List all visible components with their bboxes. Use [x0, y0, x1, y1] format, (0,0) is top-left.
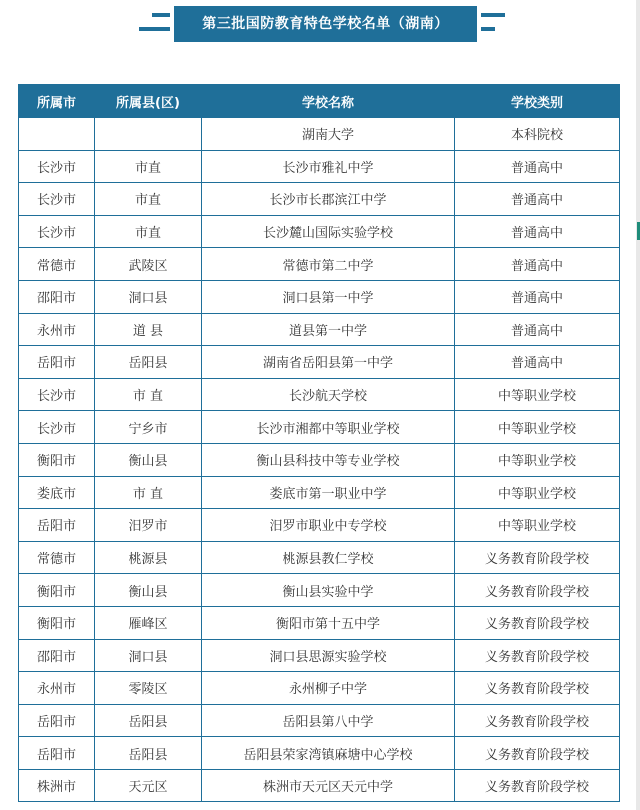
- table-row: [19, 411, 620, 444]
- cell-school-name: 岳阳县第八中学: [202, 704, 455, 737]
- cell-county: 岳阳县: [95, 737, 202, 770]
- cell-school-name: 湖南省岳阳县第一中学: [202, 346, 455, 379]
- cell-county: 桃源县: [95, 541, 202, 574]
- cell-city: 常德市: [19, 541, 95, 574]
- cell-school-type: 义务教育阶段学校: [455, 639, 620, 672]
- cell-school-name: 洞口县第一中学: [202, 280, 455, 313]
- table-header-row: [19, 85, 620, 118]
- cell-school-name: 娄底市第一职业中学: [202, 476, 455, 509]
- table-row: [19, 280, 620, 313]
- cell-school-type: 中等职业学校: [455, 476, 620, 509]
- cell-school-name: 衡山县科技中等专业学校: [202, 443, 455, 476]
- cell-school-type: 义务教育阶段学校: [455, 672, 620, 705]
- banner-decoration-left-bottom: [139, 27, 170, 31]
- table-row: [19, 150, 620, 183]
- page-scroll-edge: [636, 0, 640, 810]
- header-school-name: 学校名称: [202, 85, 455, 118]
- cell-county: 武陵区: [95, 248, 202, 281]
- cell-school-name: 长沙麓山国际实验学校: [202, 215, 455, 248]
- table-row: [19, 118, 620, 151]
- cell-school-name: 洞口县思源实验学校: [202, 639, 455, 672]
- cell-school-name: 长沙市湘都中等职业学校: [202, 411, 455, 444]
- header-school-type: 学校类别: [455, 85, 620, 118]
- cell-county: 道 县: [95, 313, 202, 346]
- table-row: [19, 704, 620, 737]
- cell-county: 零陵区: [95, 672, 202, 705]
- cell-school-name: 永州柳子中学: [202, 672, 455, 705]
- cell-city: 衡阳市: [19, 574, 95, 607]
- cell-school-name: 道县第一中学: [202, 313, 455, 346]
- table-row: [19, 639, 620, 672]
- cell-school-type: 中等职业学校: [455, 509, 620, 542]
- cell-city: 永州市: [19, 313, 95, 346]
- cell-school-type: 义务教育阶段学校: [455, 769, 620, 802]
- table-row: [19, 509, 620, 542]
- cell-county: 市 直: [95, 378, 202, 411]
- cell-school-name: 汨罗市职业中专学校: [202, 509, 455, 542]
- cell-county: 市直: [95, 215, 202, 248]
- cell-city: 娄底市: [19, 476, 95, 509]
- cell-county: [95, 118, 202, 151]
- banner-decoration-right-bottom: [481, 27, 495, 31]
- table-row: [19, 378, 620, 411]
- cell-school-name: 常德市第二中学: [202, 248, 455, 281]
- cell-school-type: 普通高中: [455, 248, 620, 281]
- cell-county: 洞口县: [95, 280, 202, 313]
- cell-school-name: 长沙市雅礼中学: [202, 150, 455, 183]
- table-header: [19, 85, 620, 118]
- cell-school-name: 岳阳县荣家湾镇麻塘中心学校: [202, 737, 455, 770]
- cell-city: 邵阳市: [19, 639, 95, 672]
- cell-city: 长沙市: [19, 411, 95, 444]
- header-city: 所属市: [19, 85, 95, 118]
- cell-county: 衡山县: [95, 443, 202, 476]
- cell-school-name: 湖南大学: [202, 118, 455, 151]
- cell-county: 岳阳县: [95, 704, 202, 737]
- cell-school-type: 普通高中: [455, 183, 620, 216]
- cell-county: 市直: [95, 150, 202, 183]
- cell-city: 长沙市: [19, 215, 95, 248]
- cell-school-type: 义务教育阶段学校: [455, 574, 620, 607]
- table-row: [19, 346, 620, 379]
- cell-school-type: 义务教育阶段学校: [455, 737, 620, 770]
- table-row: [19, 672, 620, 705]
- cell-city: 株洲市: [19, 769, 95, 802]
- cell-school-type: 普通高中: [455, 313, 620, 346]
- table-row: [19, 183, 620, 216]
- cell-city: 常德市: [19, 248, 95, 281]
- cell-school-type: 中等职业学校: [455, 443, 620, 476]
- table-row: [19, 476, 620, 509]
- cell-county: 雁峰区: [95, 606, 202, 639]
- table-row: [19, 541, 620, 574]
- cell-city: 岳阳市: [19, 737, 95, 770]
- table-row: [19, 443, 620, 476]
- banner-decoration-right-top: [481, 13, 505, 17]
- cell-school-name: 株洲市天元区天元中学: [202, 769, 455, 802]
- cell-city: 长沙市: [19, 150, 95, 183]
- cell-city: 长沙市: [19, 183, 95, 216]
- cell-school-type: 义务教育阶段学校: [455, 541, 620, 574]
- cell-county: 洞口县: [95, 639, 202, 672]
- cell-school-name: 衡阳市第十五中学: [202, 606, 455, 639]
- cell-county: 宁乡市: [95, 411, 202, 444]
- table-row: [19, 248, 620, 281]
- page-title: 第三批国防教育特色学校名单（湖南）: [174, 6, 477, 42]
- cell-school-type: 普通高中: [455, 346, 620, 379]
- table-row: [19, 769, 620, 802]
- cell-county: 市直: [95, 183, 202, 216]
- cell-school-type: 普通高中: [455, 150, 620, 183]
- header-county: 所属县(区): [95, 85, 202, 118]
- cell-school-name: 桃源县教仁学校: [202, 541, 455, 574]
- title-banner: [0, 0, 640, 50]
- cell-county: 市 直: [95, 476, 202, 509]
- table-row: [19, 215, 620, 248]
- table-body: [19, 118, 620, 802]
- cell-school-type: 中等职业学校: [455, 378, 620, 411]
- cell-county: 天元区: [95, 769, 202, 802]
- banner-decoration-left-top: [152, 13, 170, 17]
- cell-city: 邵阳市: [19, 280, 95, 313]
- cell-school-name: 衡山县实验中学: [202, 574, 455, 607]
- table-row: [19, 574, 620, 607]
- table-row: [19, 313, 620, 346]
- cell-city: 衡阳市: [19, 443, 95, 476]
- cell-county: 岳阳县: [95, 346, 202, 379]
- cell-city: 长沙市: [19, 378, 95, 411]
- school-list-table: [18, 84, 620, 802]
- cell-school-type: 义务教育阶段学校: [455, 606, 620, 639]
- cell-city: 永州市: [19, 672, 95, 705]
- cell-city: 岳阳市: [19, 346, 95, 379]
- cell-school-name: 长沙航天学校: [202, 378, 455, 411]
- cell-school-type: 义务教育阶段学校: [455, 704, 620, 737]
- table-row: [19, 606, 620, 639]
- cell-city: [19, 118, 95, 151]
- cell-school-type: 普通高中: [455, 215, 620, 248]
- cell-school-name: 长沙市长郡滨江中学: [202, 183, 455, 216]
- cell-city: 岳阳市: [19, 509, 95, 542]
- cell-school-type: 普通高中: [455, 280, 620, 313]
- cell-city: 衡阳市: [19, 606, 95, 639]
- cell-school-type: 本科院校: [455, 118, 620, 151]
- cell-county: 汨罗市: [95, 509, 202, 542]
- cell-school-type: 中等职业学校: [455, 411, 620, 444]
- cell-city: 岳阳市: [19, 704, 95, 737]
- table-row: [19, 737, 620, 770]
- cell-county: 衡山县: [95, 574, 202, 607]
